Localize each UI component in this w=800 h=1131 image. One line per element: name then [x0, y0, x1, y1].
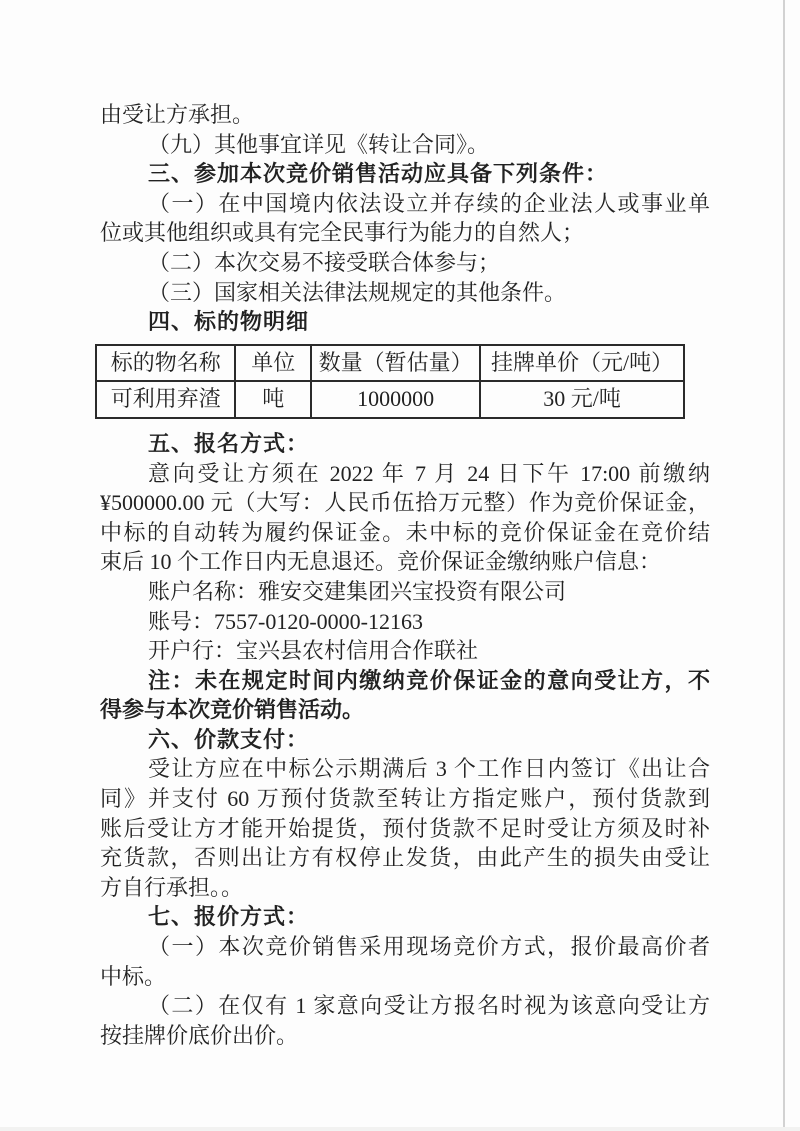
scan-bottom-edge	[0, 1127, 800, 1131]
bank-line: 开户行：宝兴县农村信用合作联社	[148, 638, 479, 664]
text-line: 中标。	[100, 963, 167, 989]
text-line: （一）本次竞价销售采用现场竞价方式，报价最高价者	[148, 934, 710, 960]
table-header-row	[96, 345, 684, 382]
table-cell: 可利用弃渣	[96, 381, 235, 418]
text-line: （一）在中国境内依法设立并存续的企业法人或事业单	[148, 190, 710, 216]
note-line: 注：未在规定时间内缴纳竞价保证金的意向受让方，不	[148, 667, 710, 693]
text-line: 受让方应在中标公示期满后 3 个工作日内签订《出让合	[148, 756, 710, 782]
subject-matter-table	[95, 344, 685, 419]
table-cell: 1000000	[311, 381, 480, 418]
text-line: 按挂牌价底价出价。	[100, 1022, 299, 1048]
text-line: 中标的自动转为履约保证金。未中标的竞价保证金在竞价结	[100, 519, 710, 545]
table-row	[96, 381, 684, 418]
section-heading-three: 三、参加本次竞价销售活动应具备下列条件：	[148, 161, 609, 187]
text-line: （九）其他事宜详见《转让合同》。	[148, 131, 490, 157]
section-heading-seven: 七、报价方式：	[148, 904, 310, 930]
table-header-cell: 标的物名称	[96, 345, 235, 382]
table-header-cell: 单位	[235, 345, 311, 382]
text-line: 充货款，否则出让方有权停止发货，由此产生的损失由受让	[100, 845, 710, 871]
section-heading-six: 六、价款支付：	[148, 726, 310, 752]
text-line: （二）本次交易不接受联合体参与；	[148, 249, 501, 275]
table-cell: 吨	[235, 381, 311, 418]
text-line: 束后 10 个工作日内无息退还。竞价保证金缴纳账户信息：	[100, 549, 662, 575]
text-line: 位或其他组织或具有完全民事行为能力的自然人；	[100, 220, 585, 246]
table-header-cell: 数量（暂估量）	[311, 345, 480, 382]
section-heading-four: 四、标的物明细	[148, 309, 310, 335]
note-line: 得参与本次竞价销售活动。	[100, 697, 365, 723]
text-line: 由受让方承担。	[100, 102, 255, 127]
table-header-cell: 挂牌单价（元/吨）	[480, 345, 684, 382]
text-line: 方自行承担。。	[100, 874, 244, 900]
account-name-line: 账户名称：雅安交建集团兴宝投资有限公司	[148, 578, 567, 604]
section-heading-five: 五、报名方式：	[148, 430, 310, 456]
account-number-line: 账号：7557-0120-0000-12163	[148, 608, 423, 634]
text-line: ¥500000.00 元（大写：人民币伍拾万元整）作为竞价保证金，	[100, 490, 710, 516]
text-line: （三）国家相关法律法规规定的其他条件。	[148, 279, 567, 305]
text-line: 意向受让方须在 2022 年 7 月 24 日下午 17:00 前缴纳	[148, 460, 710, 486]
document-body	[100, 100, 710, 1050]
scan-edge-line	[783, 0, 785, 1131]
text-line: 同》并支付 60 万预付货款至转让方指定账户，预付货款到	[100, 786, 710, 812]
table-cell: 30 元/吨	[480, 381, 684, 418]
text-line: （二）在仅有 1 家意向受让方报名时视为该意向受让方	[148, 993, 710, 1019]
text-line: 账后受让方才能开始提货，预付货款不足时受让方须及时补	[100, 815, 710, 841]
